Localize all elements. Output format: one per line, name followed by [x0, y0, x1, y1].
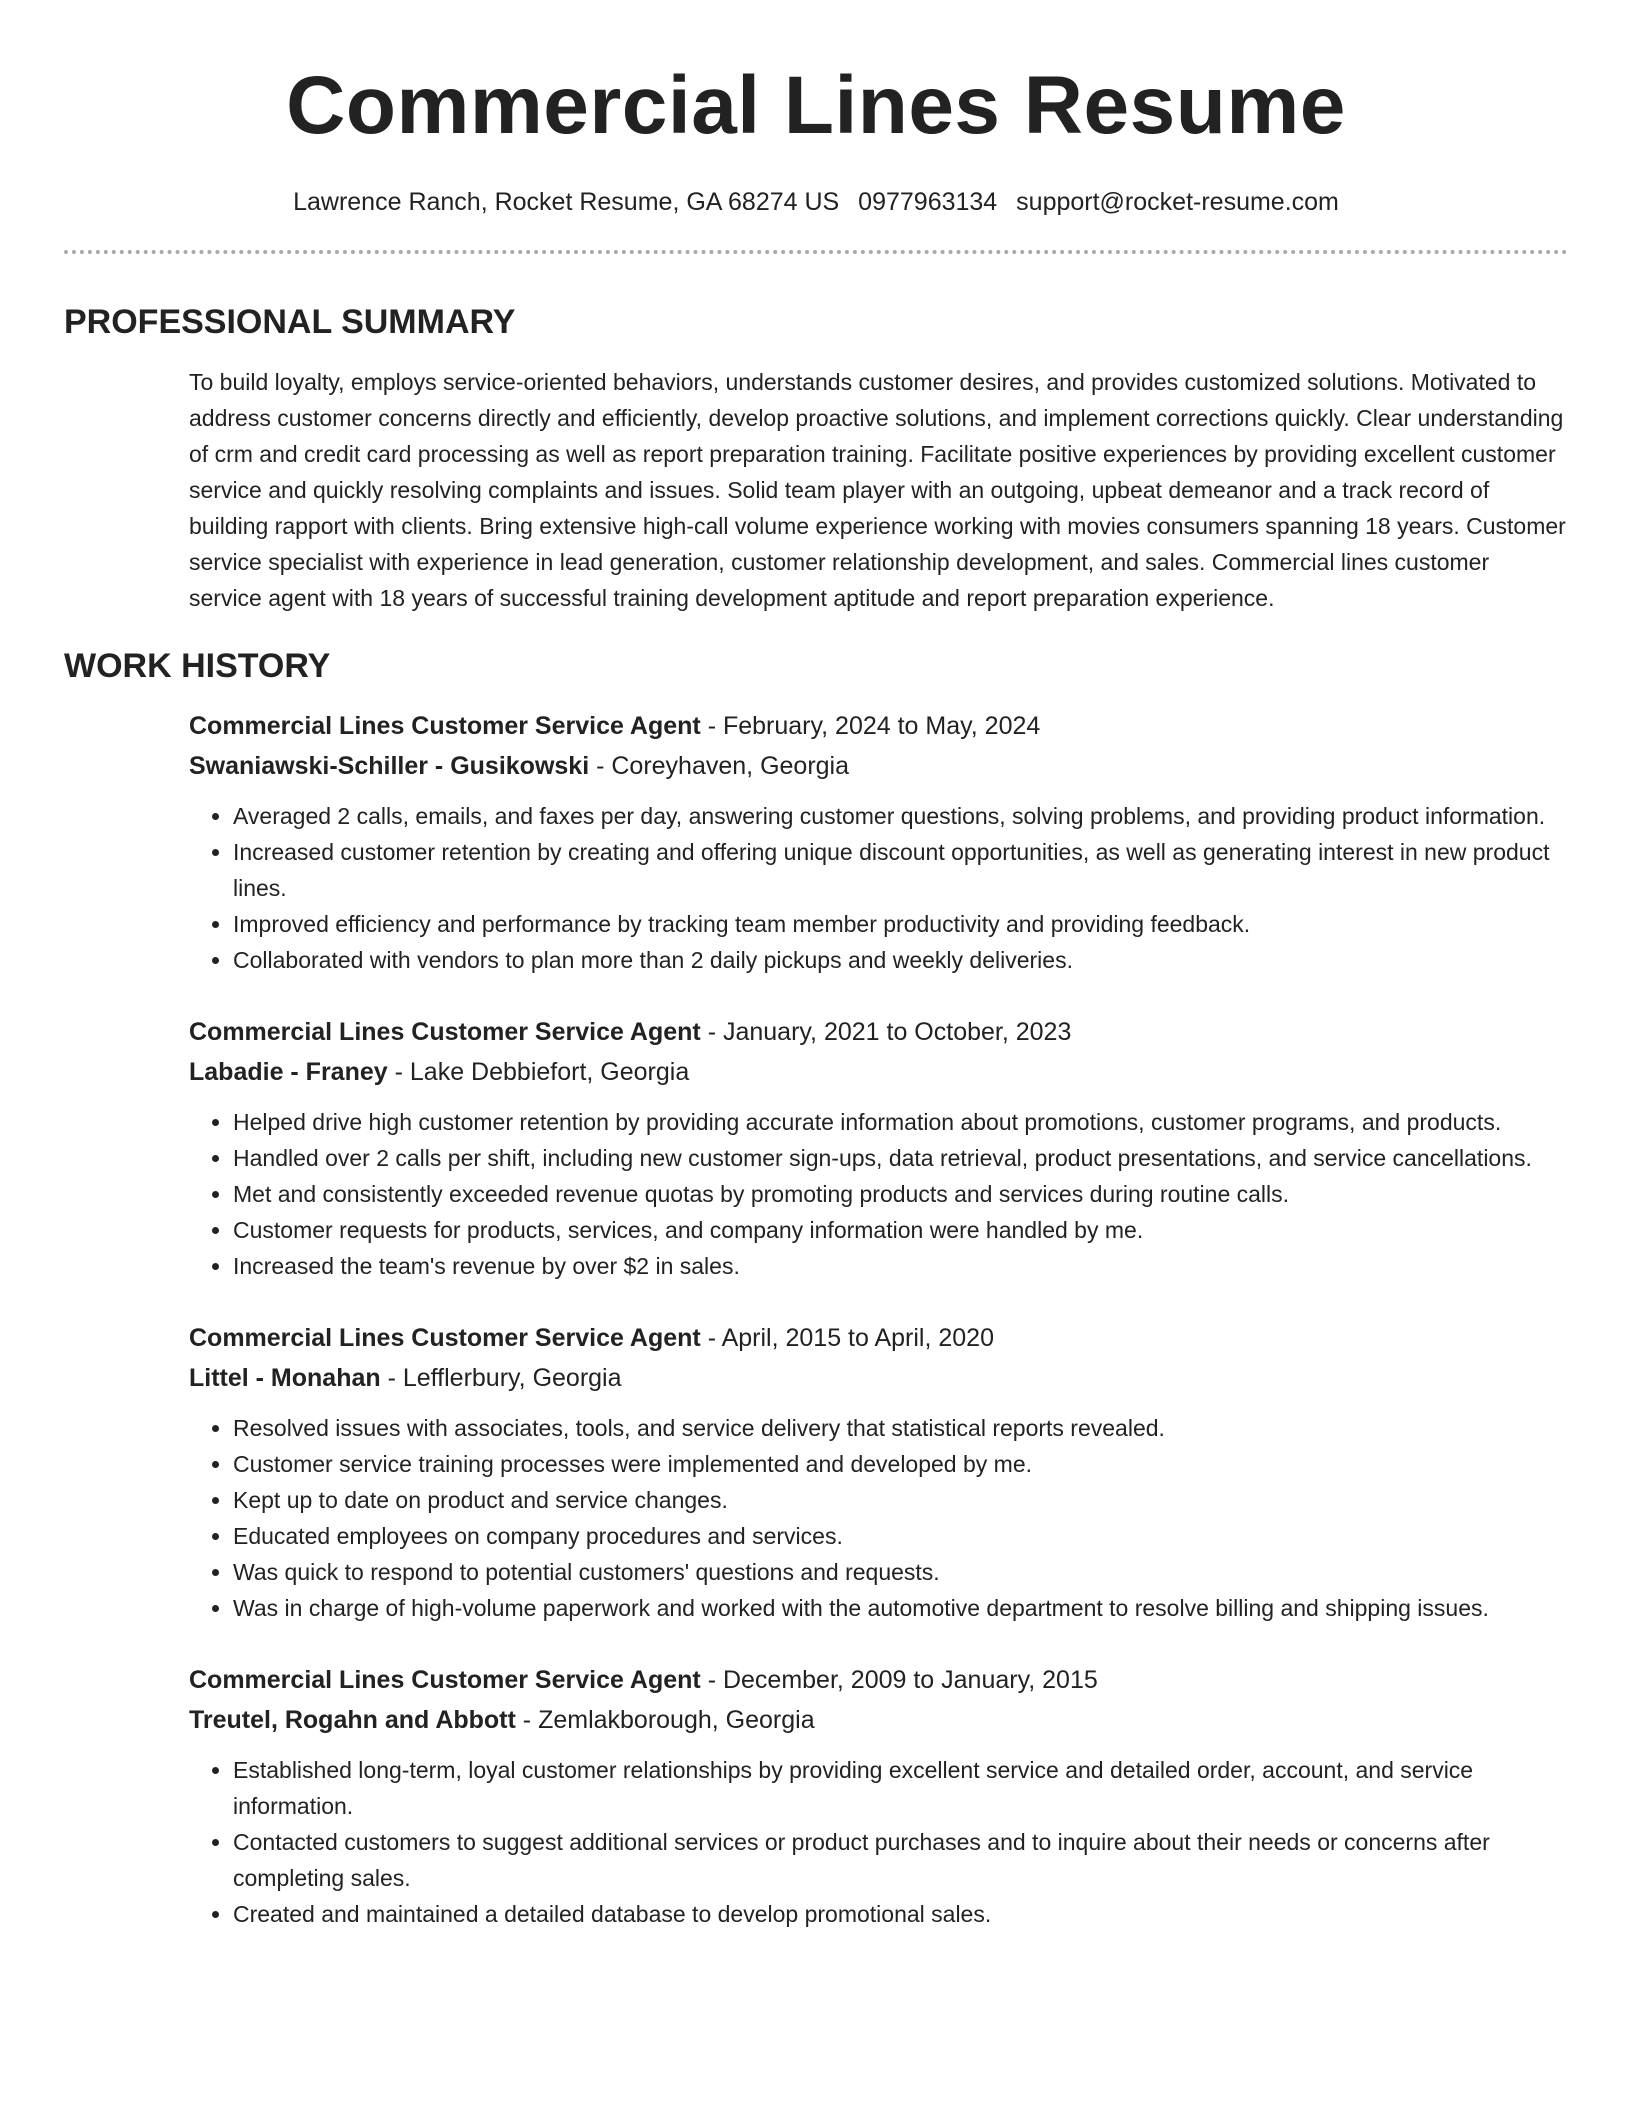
contact-info: [64, 186, 1568, 218]
contact-email: support@rocket-resume.com: [1016, 188, 1339, 216]
job-bullet: • Handled over 2 calls per shift, including new customer sign-ups, data retrieval, product presentations, and service cancellations.: [233, 1140, 1568, 1176]
job-list: [64, 706, 1568, 1932]
job-bullet: • Created and maintained a detailed database to develop promotional sales.: [233, 1896, 1568, 1932]
job-dates: January, 2021 to October, 2023: [722, 1018, 1072, 1046]
job-bullet: • Improved efficiency and performance by tracking team member productivity and providing feedback.: [233, 906, 1568, 942]
job-location: Lake Debbiefort, Georgia: [409, 1058, 690, 1086]
job-bullet: • Customer requests for products, services, and company information were handled by me.: [233, 1212, 1568, 1248]
job-bullet: • Established long-term, loyal customer relationships by providing excellent service and detailed order, account, and service information.: [233, 1752, 1568, 1824]
resume-title: Commercial Lines Resume: [286, 60, 1346, 151]
job-title: Commercial Lines Customer Service Agent: [189, 712, 701, 740]
job-entry: [189, 706, 1568, 978]
job-title: Commercial Lines Customer Service Agent: [189, 1018, 701, 1046]
job-bullet: • Educated employees on company procedures and services.: [233, 1518, 1568, 1554]
job-title: Commercial Lines Customer Service Agent: [189, 1666, 701, 1694]
job-dates: April, 2015 to April, 2020: [721, 1324, 994, 1352]
job-bullet: • Increased the team's revenue by over $2 in sales.: [233, 1248, 1568, 1284]
job-dates: February, 2024 to May, 2024: [722, 712, 1041, 740]
contact-phone: 0977963134: [858, 188, 998, 216]
job-title-line: Commercial Lines Customer Service Agent - December, 2009 to January, 2015: [189, 1666, 1098, 1694]
job-bullet: • Collaborated with vendors to plan more than 2 daily pickups and weekly deliveries.: [233, 942, 1568, 978]
job-bullets: [189, 1752, 1568, 1932]
job-bullet: • Helped drive high customer retention by providing accurate information about promotions, customer programs, and products.: [233, 1104, 1568, 1140]
job-bullet: • Resolved issues with associates, tools, and service delivery that statistical reports revealed.: [233, 1410, 1568, 1446]
job-entry: [189, 1318, 1568, 1626]
work-history-heading: WORK HISTORY: [64, 647, 331, 685]
job-company-line: Labadie - Franey - Lake Debbiefort, Georgia: [189, 1058, 690, 1086]
job-bullet: • Was in charge of high-volume paperwork and worked with the automotive department to resolve billing and shipping issues.: [233, 1590, 1568, 1626]
job-entry: [189, 1660, 1568, 1932]
job-location: Zemlakborough, Georgia: [538, 1706, 815, 1734]
job-location: Lefflerbury, Georgia: [402, 1364, 622, 1392]
job-bullet: • Increased customer retention by creating and offering unique discount opportunities, as well as generating interest in new product lines.: [233, 834, 1568, 906]
header-divider: [64, 250, 1568, 254]
job-bullets: [189, 1104, 1568, 1284]
job-dates: December, 2009 to January, 2015: [722, 1666, 1098, 1694]
job-bullets: [189, 1410, 1568, 1626]
resume-page: [64, 0, 1568, 1932]
job-title-line: Commercial Lines Customer Service Agent - January, 2021 to October, 2023: [189, 1018, 1072, 1046]
job-bullets: [189, 798, 1568, 978]
job-company: Littel - Monahan: [189, 1364, 381, 1392]
job-company: Swaniawski-Schiller - Gusikowski: [189, 752, 590, 780]
job-company: Treutel, Rogahn and Abbott: [189, 1706, 516, 1734]
job-company-line: Littel - Monahan - Lefflerbury, Georgia: [189, 1364, 622, 1392]
job-location: Coreyhaven, Georgia: [611, 752, 850, 780]
summary-text: To build loyalty, employs service-oriented behaviors, understands customer desires, and provides customized solutions. Motivated to address customer concerns directly and efficiently, develop proactive solutions, and implement corrections quickly. Clear understanding of crm and credit card processing as well as report preparation training. Facilitate positive experiences by providing excellent customer service and quickly resolving complaints and issues. Solid team player with an outgoing, upbeat demeanor and a track record of building rapport with clients. Bring extensive high-call volume experience working with movies consumers spanning 18 years. Customer service specialist with experience in lead generation, customer relationship development, and sales. Commercial lines customer service agent with 18 years of successful training development aptitude and report preparation experience.: [189, 369, 1566, 611]
job-title-line: Commercial Lines Customer Service Agent - April, 2015 to April, 2020: [189, 1324, 994, 1352]
job-bullet: • Kept up to date on product and service changes.: [233, 1482, 1568, 1518]
job-bullet: • Customer service training processes were implemented and developed by me.: [233, 1446, 1568, 1482]
summary-heading: PROFESSIONAL SUMMARY: [64, 303, 516, 341]
job-title: Commercial Lines Customer Service Agent: [189, 1324, 701, 1352]
job-bullet: • Contacted customers to suggest additional services or product purchases and to inquire about their needs or concerns after completing sales.: [233, 1824, 1568, 1896]
job-title-line: Commercial Lines Customer Service Agent - February, 2024 to May, 2024: [189, 712, 1041, 740]
job-bullet: • Averaged 2 calls, emails, and faxes per day, answering customer questions, solving problems, and providing product information.: [233, 798, 1568, 834]
job-entry: [189, 1012, 1568, 1284]
job-company-line: Swaniawski-Schiller - Gusikowski - Coreyhaven, Georgia: [189, 752, 850, 780]
job-company: Labadie - Franey: [189, 1058, 388, 1086]
job-bullet: • Met and consistently exceeded revenue quotas by promoting products and services during routine calls.: [233, 1176, 1568, 1212]
contact-address: Lawrence Ranch, Rocket Resume, GA 68274 US: [293, 188, 840, 216]
job-company-line: Treutel, Rogahn and Abbott - Zemlakborough, Georgia: [189, 1706, 815, 1734]
job-bullet: • Was quick to respond to potential customers' questions and requests.: [233, 1554, 1568, 1590]
